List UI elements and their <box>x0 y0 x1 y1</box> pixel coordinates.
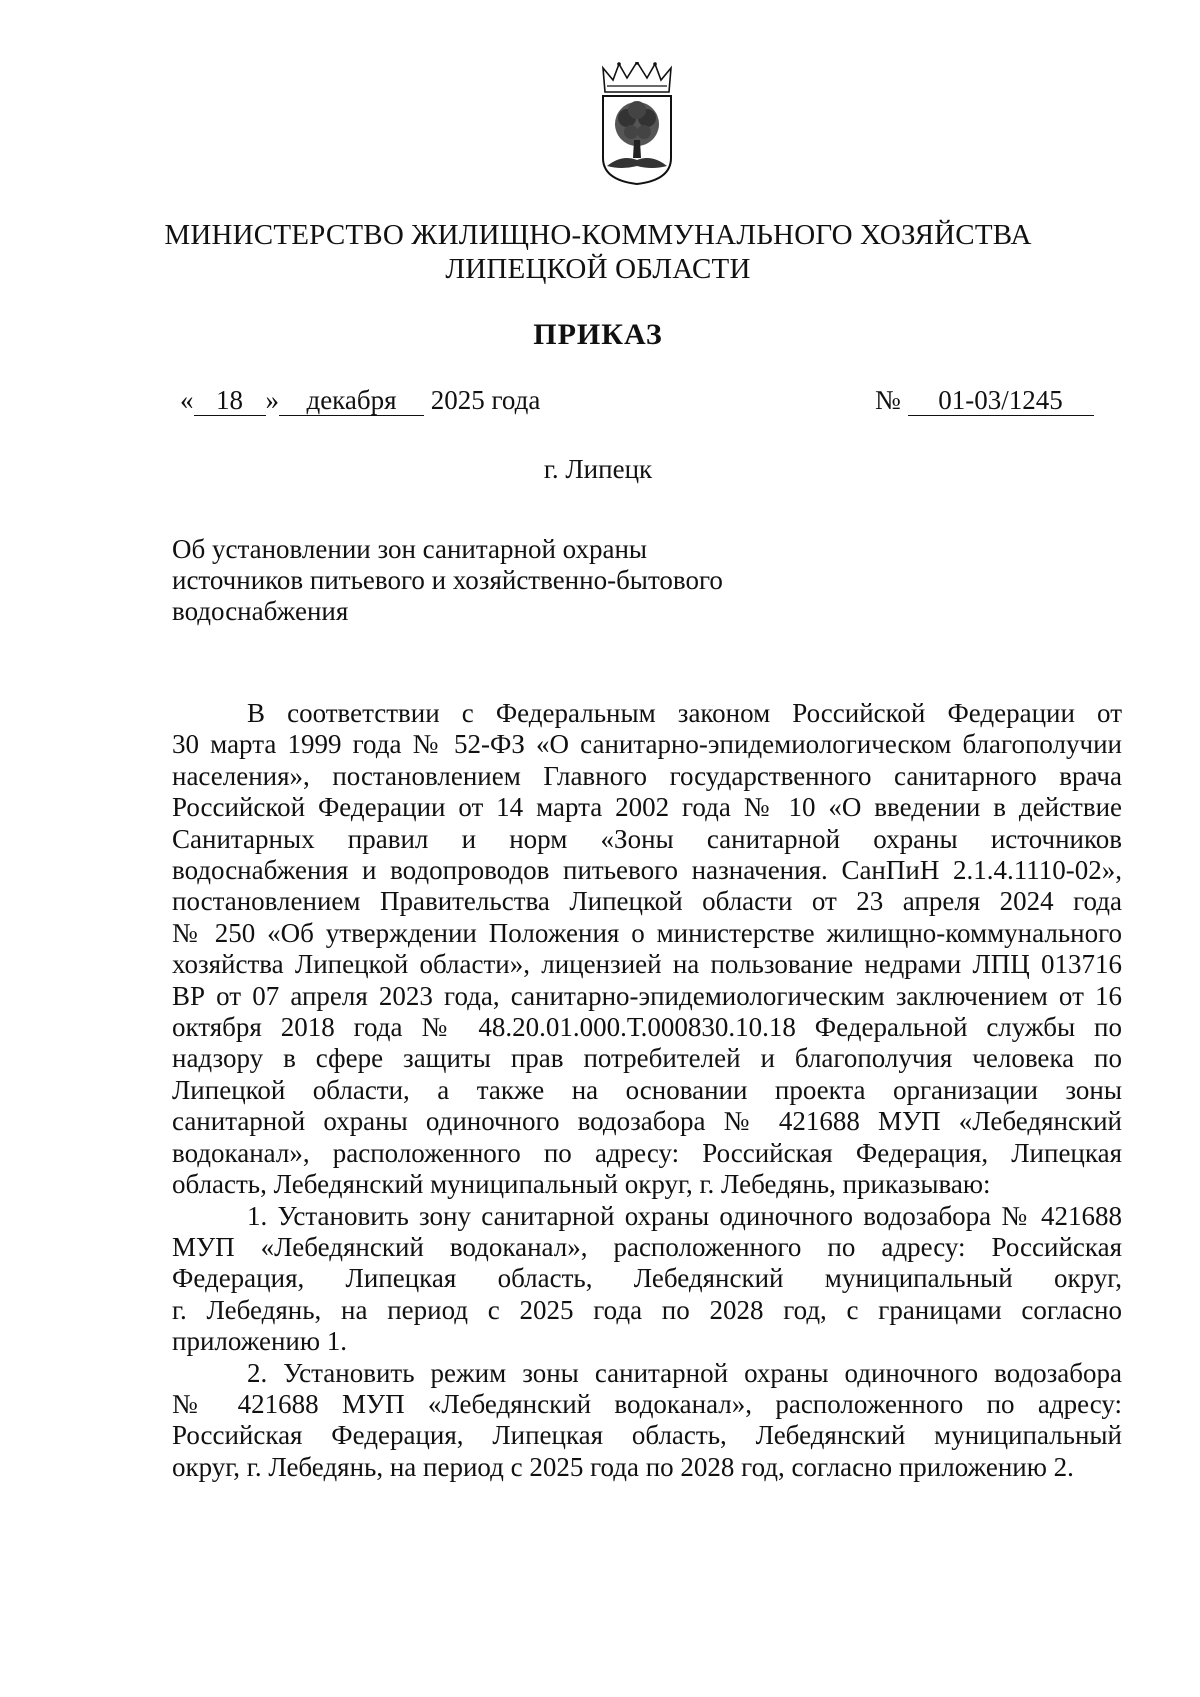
body-line: Санитарных правил и норм «Зоны санитарной охраны источников <box>172 823 1122 854</box>
body-line: надзору в сфере защиты прав потребителей и благополучия человека по <box>172 1043 1122 1074</box>
subject-line: Об установлении зон санитарной охраны <box>172 534 648 564</box>
document-type: ПРИКАЗ <box>533 318 663 351</box>
body-line: приложению 1. <box>172 1326 348 1357</box>
document-number: 01-03/1245 <box>908 385 1094 416</box>
body-line: постановлением Правительства Липецкой области от 23 апреля 2024 года <box>172 886 1122 917</box>
date-close-quote: » <box>265 385 279 415</box>
body-line: Федерация, Липецкая область, Лебедянский муниципальный округ, <box>172 1263 1122 1294</box>
date-line <box>180 385 540 416</box>
date-day: 18 <box>194 385 266 416</box>
body-line: 1. Установить зону санитарной охраны одиночного водозабора № 421688 <box>247 1200 1122 1231</box>
body-line: Российская Федерация, Липецкая область, Лебедянский муниципальный <box>172 1420 1122 1451</box>
body-line: № 421688 МУП «Лебедянский водоканал», расположенного по адресу: <box>172 1388 1122 1419</box>
body-line: санитарной охраны одиночного водозабора № 421688 МУП «Лебедянский <box>172 1106 1122 1137</box>
body-line: 30 марта 1999 года № 52-ФЗ «О санитарно-эпидемиологическом благополучии <box>172 729 1122 760</box>
subject-line: источников питьевого и хозяйственно-бытового <box>172 565 723 595</box>
ministry-line-1: МИНИСТЕРСТВО ЖИЛИЩНО-КОММУНАЛЬНОГО ХОЗЯЙСТВА <box>164 219 1032 251</box>
document-body <box>172 698 1122 1483</box>
date-open-quote: « <box>180 385 194 415</box>
body-line: 2. Установить режим зоны санитарной охраны одиночного водозабора <box>247 1357 1122 1388</box>
body-line: Липецкой области, а также на основании проекта организации зоны <box>172 1074 1122 1105</box>
body-line: населения», постановлением Главного государственного санитарного врача <box>172 760 1122 791</box>
document-number-line <box>875 385 1094 416</box>
body-line: область, Лебедянский муниципальный округ, г. Лебедянь, приказываю: <box>172 1169 991 1200</box>
ministry-line-2: ЛИПЕЦКОЙ ОБЛАСТИ <box>445 253 751 285</box>
date-year: 2025 года <box>430 385 541 415</box>
document-subject <box>172 534 723 627</box>
number-sign: № <box>875 385 901 415</box>
body-line: МУП «Лебедянский водоканал», расположенного по адресу: Российская <box>172 1231 1122 1262</box>
body-line: хозяйства Липецкой области», лицензией на пользование недрами ЛПЦ 013716 <box>172 949 1122 980</box>
lipetsk-coat-of-arms-icon <box>597 62 677 186</box>
body-line: № 250 «Об утверждении Положения о министерстве жилищно-коммунального <box>172 917 1122 948</box>
body-line: г. Лебедянь, на период с 2025 года по 2028 год, с границами согласно <box>172 1294 1122 1325</box>
body-line: водоснабжения и водопроводов питьевого назначения. СанПиН 2.1.4.1110-02», <box>172 855 1122 886</box>
city: г. Липецк <box>543 454 653 484</box>
body-line: октября 2018 года № 48.20.01.000.Т.000830.10.18 Федеральной службы по <box>172 1012 1122 1043</box>
ministry-name <box>160 218 1036 286</box>
body-line: Российской Федерации от 14 марта 2002 года № 10 «О введении в действие <box>172 792 1122 823</box>
date-month: декабря <box>279 385 424 416</box>
body-line: водоканал», расположенного по адресу: Российская Федерация, Липецкая <box>172 1137 1122 1168</box>
body-line: ВР от 07 апреля 2023 года, санитарно-эпидемиологическим заключением от 16 <box>172 980 1122 1011</box>
subject-line: водоснабжения <box>172 596 349 626</box>
body-line: округ, г. Лебедянь, на период с 2025 года по 2028 год, согласно приложению 2. <box>172 1451 1074 1482</box>
body-line: В соответствии с Федеральным законом Российской Федерации от <box>247 698 1122 728</box>
